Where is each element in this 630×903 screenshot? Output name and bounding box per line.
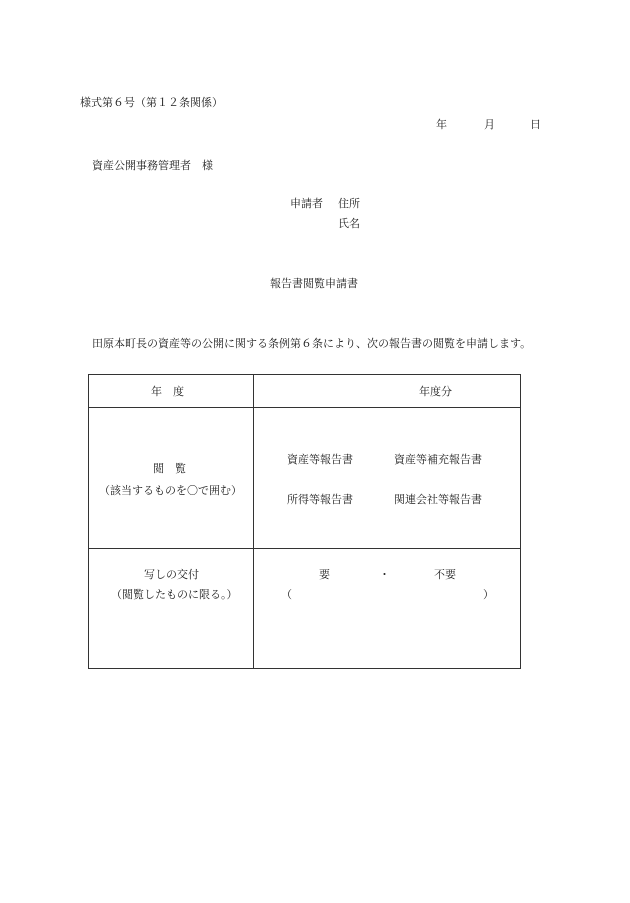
view-option-assets-report: 資産等報告書 [287, 453, 353, 466]
copy-choice-no: 不要 [434, 568, 456, 581]
date-month-label: 月 [484, 118, 495, 131]
view-label: 閲 覧 [153, 462, 186, 475]
applicant-address-label: 住所 [338, 197, 360, 210]
column-divider [253, 408, 254, 548]
view-option-income-report: 所得等報告書 [287, 493, 353, 506]
date-day-label: 日 [530, 118, 541, 131]
view-option-affiliate-report: 関連会社等報告書 [394, 493, 482, 506]
table-row-copy [89, 549, 520, 668]
date-year-label: 年 [436, 118, 447, 131]
table-row-year [89, 375, 520, 408]
applicant-label: 申請者 [290, 197, 323, 210]
view-option-assets-supplement-report: 資産等補充報告書 [394, 453, 482, 466]
year-label: 年 度 [151, 385, 184, 398]
copy-paren-close: ） [483, 588, 494, 601]
intro-text: 田原本町長の資産等の公開に関する条例第６条により、次の報告書の閲覧を申請します。 [92, 337, 532, 350]
copy-note: （閲覧したものに限る。） [111, 588, 238, 601]
copy-choice-yes: 要 [319, 568, 330, 581]
view-note: （該当するものを〇で囲む） [99, 484, 242, 497]
copy-label: 写しの交付 [144, 568, 199, 581]
form-number: 様式第６号（第１２条関係） [80, 96, 223, 109]
addressee: 資産公開事務管理者 様 [92, 159, 213, 172]
applicant-name-label: 氏名 [338, 217, 360, 230]
copy-paren-open: （ [281, 588, 292, 601]
column-divider [253, 375, 254, 407]
request-table [88, 374, 521, 669]
document-title: 報告書閲覧申請書 [270, 277, 358, 290]
table-row-view [89, 408, 520, 549]
copy-choice-separator: ・ [379, 568, 390, 581]
year-value-suffix: 年度分 [419, 385, 452, 398]
column-divider [253, 549, 254, 668]
